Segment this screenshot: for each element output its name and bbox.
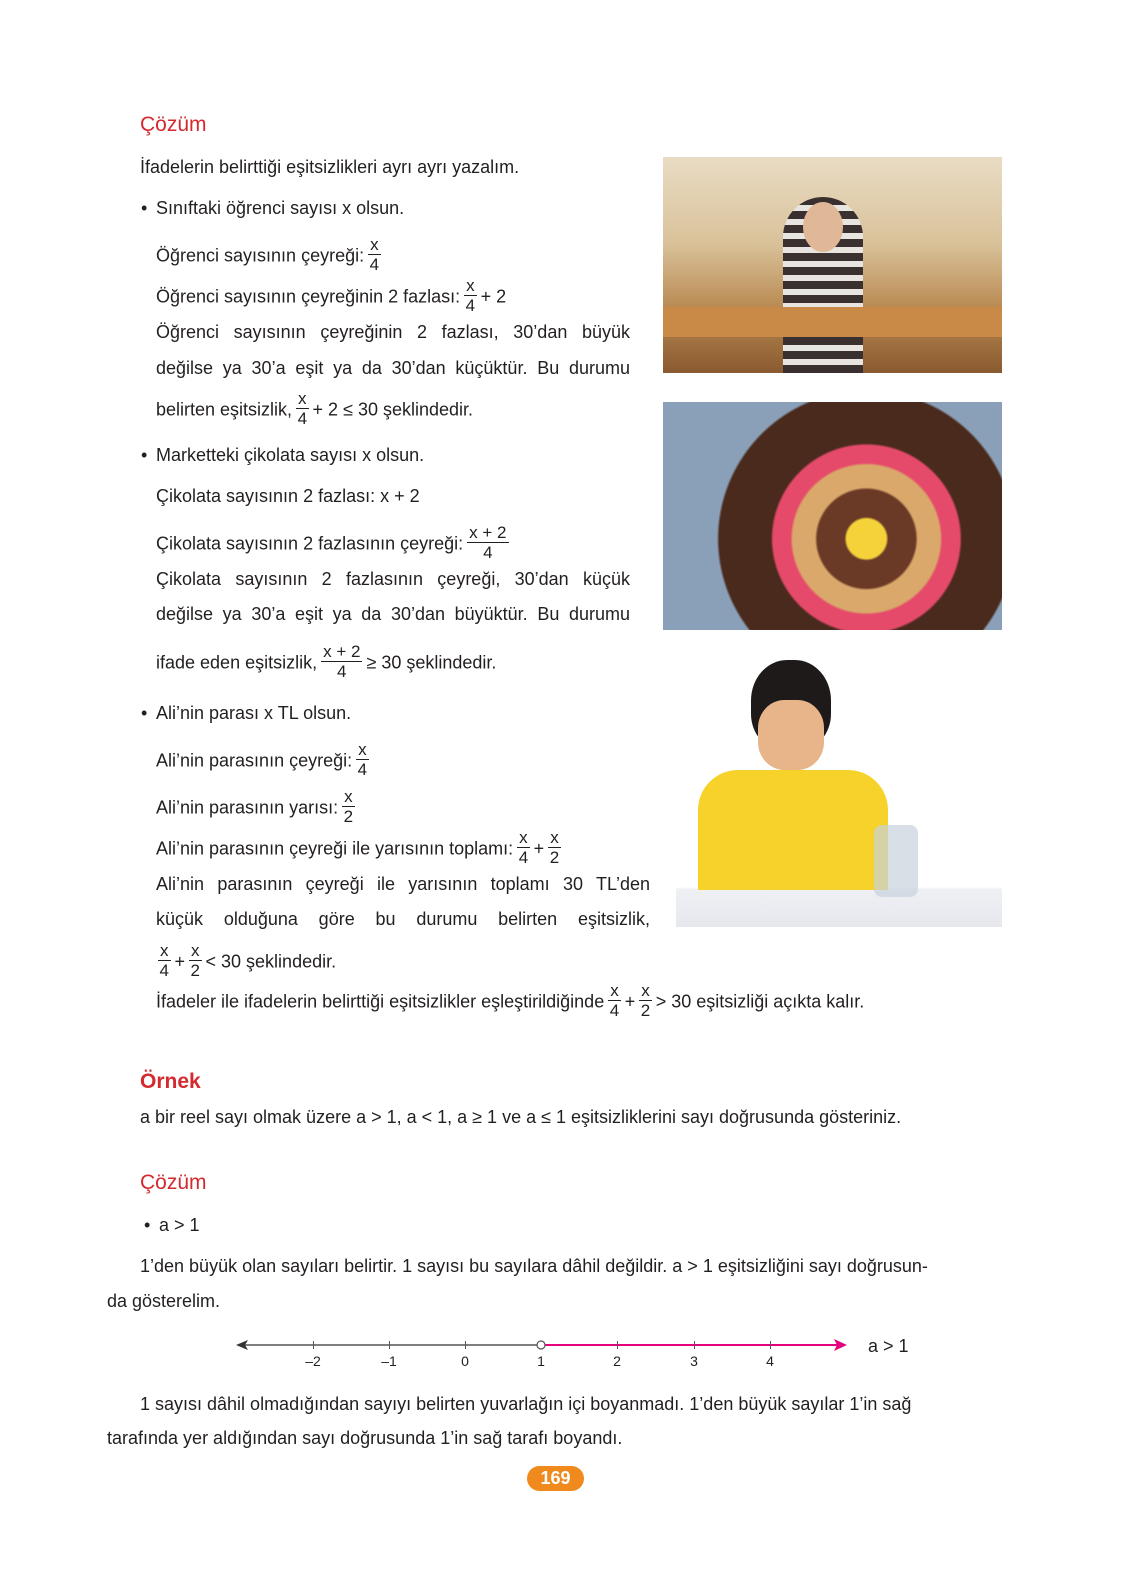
tick-label: –2 xyxy=(305,1353,321,1369)
example-text: a bir reel sayı olmak üzere a > 1, a < 1, a ≥ 1 ve a ≤ 1 eşitsizliklerini sayı doğrusunda gösteriniz. xyxy=(140,1107,902,1127)
tick-label: 3 xyxy=(690,1353,698,1369)
text-line: tarafında yer aldığından sayı doğrusunda 1’in sağ tarafı boyandı. xyxy=(107,1428,623,1448)
inequality-label: a > 1 xyxy=(868,1336,909,1356)
tick-label: 0 xyxy=(461,1353,469,1369)
tick-mark xyxy=(694,1341,695,1349)
open-point xyxy=(537,1341,545,1349)
text-line: Öğrenci sayısının çeyreği: $\frac{x}{4}$ xyxy=(156,235,380,274)
bullet-item: • a > 1 xyxy=(144,1215,200,1235)
tick-label: –1 xyxy=(381,1353,397,1369)
tick-mark xyxy=(389,1341,390,1349)
fraction: $\frac{x}{4}$ xyxy=(357,740,368,779)
page-number: 169 xyxy=(527,1466,584,1491)
bullet-item: • Ali’nin parası x TL olsun. xyxy=(141,703,352,723)
text-line: Öğrenci sayısının çeyreğinin 2 fazlası, 30’dan büyük xyxy=(156,322,630,342)
text-line: değilse ya 30’a eşit ya da 30’dan büyüktür. Bu durumu xyxy=(156,604,630,624)
tick-mark xyxy=(313,1341,314,1349)
text-line: da gösterelim. xyxy=(107,1291,221,1311)
bullet-text: Sınıftaki öğrenci sayısı x olsun. xyxy=(156,198,405,218)
fraction: $\frac{x}{4}$ xyxy=(297,389,308,428)
fraction: $\frac{x}{2}$ xyxy=(640,981,651,1020)
conclusion-line: İfadeler ile ifadelerin belirttiği eşitsizlikler eşleştirildiğinde $\frac{x}{4}$ + $\frac{x}{2}$ > 30 eşitsizliği açıkta kalır. xyxy=(156,981,865,1020)
fraction: $\frac{x + 2}{4}$ xyxy=(469,523,507,562)
tick-label: 1 xyxy=(537,1353,545,1369)
fraction: $\frac{x}{4}$ xyxy=(609,981,620,1020)
intro-text: İfadelerin belirttiği eşitsizlikleri ayrı ayrı yazalım. xyxy=(140,157,520,177)
text-line: değilse ya 30’a eşit ya da 30’dan küçüktür. Bu durumu xyxy=(156,358,630,378)
fraction: $\frac{x}{4}$ xyxy=(518,828,529,867)
text-line: küçük olduğuna göre bu durumu belirten eşitsizlik, xyxy=(156,909,650,929)
tick-mark xyxy=(770,1341,771,1349)
text-line: belirten eşitsizlik, $\frac{x}{4}$ + 2 ≤ 30 şeklindedir. xyxy=(156,389,474,428)
solution2-heading: Çözüm xyxy=(140,1171,207,1194)
fraction: $\frac{x}{4}$ xyxy=(369,235,380,274)
text-line: Çikolata sayısının 2 fazlası: x + 2 xyxy=(156,486,420,506)
text-line: $\frac{x}{4}$ + $\frac{x}{2}$ < 30 şeklindedir. xyxy=(159,941,337,980)
fraction: $\frac{x}{2}$ xyxy=(549,828,560,867)
solution-heading: Çözüm xyxy=(140,113,207,136)
text-line: Ali’nin parasının yarısı: $\frac{x}{2}$ xyxy=(156,787,354,826)
bullet-item: • Sınıftaki öğrenci sayısı x olsun. xyxy=(141,198,405,218)
text-line: Ali’nin parasının çeyreği ile yarısının toplamı 30 TL’den xyxy=(156,874,650,894)
tick-mark xyxy=(617,1341,618,1349)
text-line: Çikolata sayısının 2 fazlasının çeyreği, 30’dan küçük xyxy=(156,569,630,589)
example-heading: Örnek xyxy=(140,1070,201,1093)
fraction: $\frac{x}{4}$ xyxy=(465,276,476,315)
text-line: ifade eden eşitsizlik, $\frac{x + 2}{4}$ ≥ 30 şeklindedir. xyxy=(156,642,497,681)
tick-label: 2 xyxy=(613,1353,621,1369)
fraction: $\frac{x + 2}{4}$ xyxy=(323,642,361,681)
fraction: $\frac{x}{2}$ xyxy=(343,787,354,826)
bullet-item: • Marketteki çikolata sayısı x olsun. xyxy=(141,445,425,465)
text-line: Öğrenci sayısının çeyreğinin 2 fazlası: $\frac{x}{4}$ + 2 xyxy=(156,276,507,315)
text-line: Çikolata sayısının 2 fazlasının çeyreği: $\frac{x + 2}{4}$ xyxy=(156,523,507,562)
tick-mark xyxy=(465,1341,466,1349)
text-line: Ali’nin parasının çeyreği ile yarısının toplamı: $\frac{x}{4}$ + $\frac{x}{2}$ xyxy=(156,828,560,867)
text-line: Ali’nin parasının çeyreği: $\frac{x}{4}$ xyxy=(156,740,368,779)
tick-label: 4 xyxy=(766,1353,774,1369)
text-line: 1 sayısı dâhil olmadığından sayıyı belirten yuvarlağın içi boyanmadı. 1’den büyük sayılar 1’in sağ xyxy=(140,1394,912,1414)
text-line: 1’den büyük olan sayıları belirtir. 1 sayısı bu sayılara dâhil değildir. a > 1 eşitsizliğini sayı doğrusun- xyxy=(140,1256,928,1276)
fraction: $\frac{x}{4}$ xyxy=(159,941,169,980)
fraction: $\frac{x}{2}$ xyxy=(190,941,200,980)
